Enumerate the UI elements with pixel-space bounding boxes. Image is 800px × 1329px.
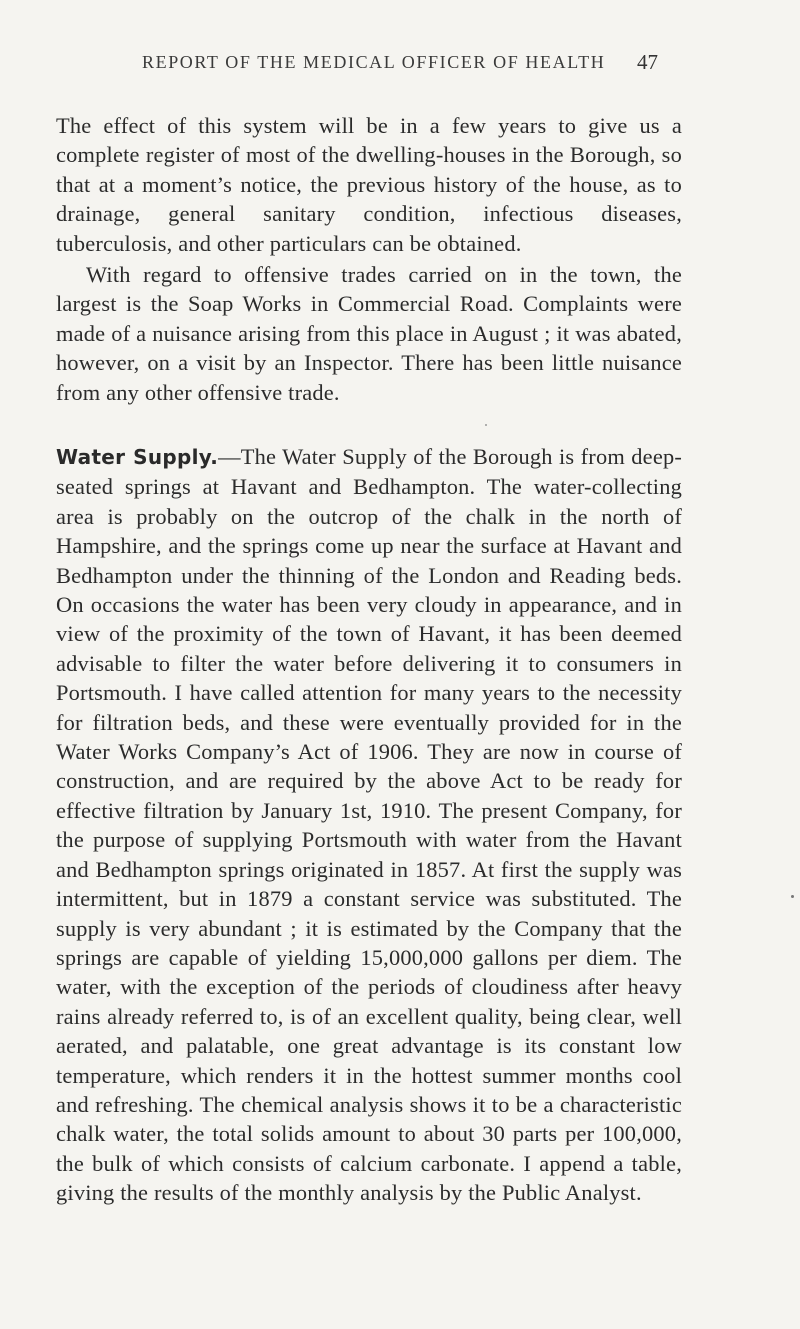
paragraph-register-text: The effect of this system will be in a few years to give us a complete register of most of the dwelling-houses in the Borough, so that at a moment’s notice, the previous history of the house, as to drainage, general sanitary condition, infectious diseases, tuberculosis, and other particulars can be obtained. <box>56 113 682 256</box>
paragraph-water-supply <box>56 442 682 1208</box>
paragraph-offensive-trades-text: With regard to offensive trades carried on in the town, the largest is the Soap Works in Commercial Road. Complaints were made of a nuisance arising from this place in August ; it was abated, however, on a visit by an Inspector. There has been little nuisance from any other offensive trade. <box>56 262 682 405</box>
margin-speck <box>791 895 794 898</box>
running-head: REPORT OF THE MEDICAL OFFICER OF HEALTH <box>142 52 606 72</box>
page-speck <box>485 424 487 426</box>
water-supply-body: —The Water Supply of the Borough is from deep-seated springs at Havant and Bedhampton. The water-collecting area is probably on the outcrop of the chalk in the north of Hampshire, and the springs come up near the surface at Havant and Bedhampton under the thinning of the London and Reading beds. On occasions the water has been very cloudy in appearance, and in view of the proximity of the town of Havant, it has been deemed advisable to filter the water before delivering it to consumers in Portsmouth. I have called attention for many years to the necessity for filtration beds, and these were eventually provided for in the Water Works Company’s Act of 1906. They are now in course of construction, and are required by the above Act to be ready for effective filtration by January 1st, 1910. The present Company, for the purpose of supplying Portsmouth with water from the Havant and Bedhampton springs originated in 1857. At first the supply was intermittent, but in 1879 a constant service was substituted. The supply is very abundant ; it is estimated by the Company that the springs are capable of yielding 15,000,000 gallons per diem. The water, with the exception of the periods of cloudiness after heavy rains already referred to, is of an excellent quality, being clear, well aerated, and palatable, one great advantage is its constant low temperature, which renders it in the hottest summer months cool and refreshing. The chemical analysis shows it to be a characteristic chalk water, the total solids amount to about 30 parts per 100,000, the bulk of which consists of calcium carbonate. I append a table, giving the results of the monthly analysis by the Public Analyst. <box>56 444 683 1206</box>
water-supply-heading: Water Supply. <box>56 445 219 469</box>
paragraph-register <box>56 111 682 258</box>
paragraph-water-supply-text <box>56 442 682 1208</box>
page-number: 47 <box>637 50 658 74</box>
paragraph-offensive-trades <box>56 260 682 407</box>
